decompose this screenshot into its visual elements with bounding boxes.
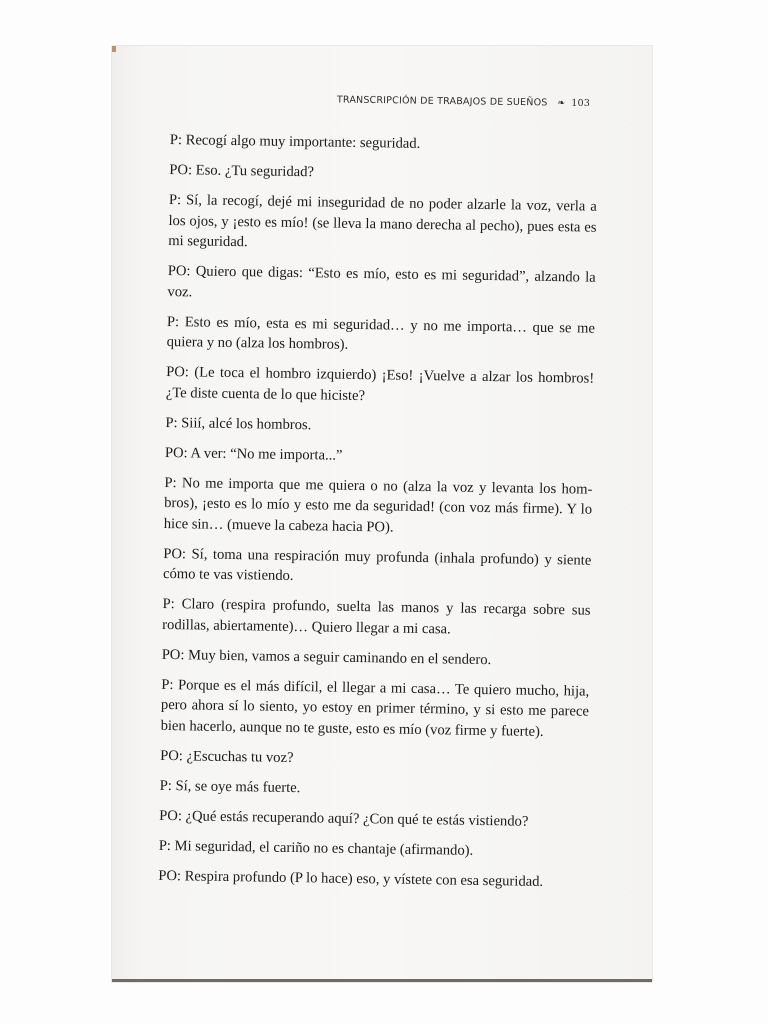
dialogue-paragraph: PO: Eso. ¿Tu seguridad? (169, 161, 315, 181)
dialogue-paragraph: P: Siií, alcé los hombros. (165, 414, 312, 433)
dialogue-paragraph: P: No me importa que me quiera o no (alza la voz y levanta los hombros), ¡esto es lo mío y esto me da seguridad! (con voz más firme). Y lo hice sin… (mueve la cabeza hacia PO). (163, 474, 593, 536)
dialogue-paragraph: P: Sí, se oye más fuerte. (159, 777, 301, 796)
fleuron-ornament-icon: ❧ (557, 98, 566, 109)
dialogue-paragraph: PO: ¿Escuchas tu voz? (160, 747, 294, 766)
dialogue-paragraph: PO: Muy bien, vamos a seguir caminando en el sendero. (161, 646, 492, 668)
dialogue-paragraph: P: Recogí algo muy importante: seguridad. (169, 131, 421, 152)
running-header (112, 91, 590, 109)
dialogue-paragraph: PO: Sí, toma una respiración muy profunda (inhala profundo) y siente cómo te vas vistiendo. (162, 545, 592, 584)
running-title: TRANSCRIPCIÓN DE TRABAJOS DE SUEÑOS (336, 94, 548, 109)
dialogue-paragraph: P: Sí, la recogí, dejé mi inseguridad de no poder alzarle la voz, verla a los ojos, y ¡esto es mío! (se lleva la mano derecha al pecho), pues esta es mi seguridad. (168, 191, 597, 251)
dialogue-paragraph: P: Claro (respira profundo, suelta las manos y las recarga sobre sus rodillas, abiertamente)… Quiero llegar a mi casa. (162, 595, 591, 637)
dialogue-paragraph: PO: Respira profundo (P lo hace) eso, y vístete con esa seguridad. (158, 867, 544, 890)
page-number: 103 (571, 97, 591, 109)
dialogue-paragraph: PO: Quiero que digas: “Esto es mío, esto es mi seguridad”, alzando la voz. (167, 262, 596, 300)
dialogue-paragraph: P: Mi seguridad, el cariño no es chantaje (afirmando). (158, 837, 474, 859)
dialogue-paragraph: P: Porque es el más difícil, el llegar a mi casa… Te quiero mucho, hija, pero ahora sí lo siento, yo estoy en primer término, y si esto me parece bien hacerlo, aunque no te guste, esto es mío (voz firme y fuerte). (160, 676, 590, 740)
book-page (112, 46, 652, 982)
body-text (158, 130, 598, 902)
dialogue-paragraph: PO: A ver: “No me importa...” (164, 444, 343, 464)
dialogue-paragraph: PO: (Le toca el hombro izquierdo) ¡Eso! ¡Vuelve a alzar los hombros! ¿Te diste cuenta de lo que hiciste? (165, 363, 595, 404)
dialogue-paragraph: PO: ¿Qué estás recuperando aquí? ¿Con qué te estás vistiendo? (159, 807, 529, 830)
dialogue-paragraph: P: Esto es mío, esta es mi seguridad… y no me importa… que se me quiera y no (alza los hombros). (166, 313, 596, 353)
